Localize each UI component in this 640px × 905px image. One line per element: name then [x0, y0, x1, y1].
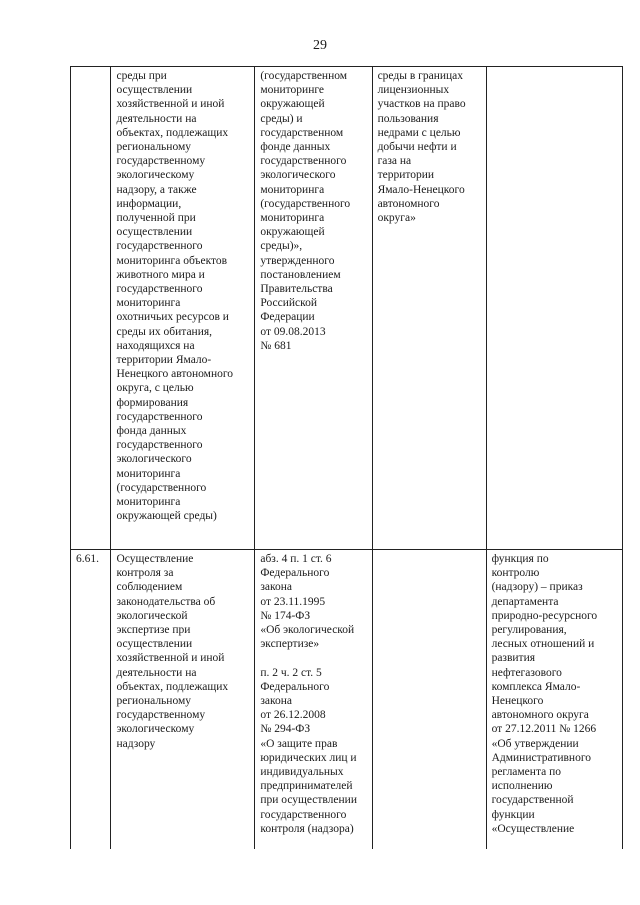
cell-scope: среды в границах лицензионных участков на право пользования недрами с целью добычи нефти и газа на территории Ямало-Ненецкого автономного округа» — [372, 67, 486, 550]
cell-legal-basis: (государственном мониторинге окружающей среды) и государственном фонде данных государственного экологического мониторинга (государственного мониторинга окружающей среды)», утвержденного постановлением Правительства Российской Федерации от 09.08.2013 № 681 — [255, 67, 372, 550]
cell-regulation — [486, 67, 622, 550]
table-row — [71, 550, 623, 850]
cell-number: 6.61. — [71, 550, 111, 850]
page-number: 29 — [313, 38, 327, 53]
cell-legal-basis: абз. 4 п. 1 ст. 6 Федерального закона от 23.11.1995 № 174-ФЗ «Об экологической экспертизе» п. 2 ч. 2 ст. 5 Федерального закона от 26.12.2008 № 294-ФЗ «О защите прав юридических лиц и индивидуальных предпринимателей при осуществлении государственного контроля (надзора) — [255, 550, 372, 850]
cell-function-name: Осуществление контроля за соблюдением законодательства об экологической экспертизе при осуществлении хозяйственной и иной деятельности на объектах, подлежащих региональному государственному экологическому надзору — [111, 550, 255, 850]
cell-number — [71, 67, 111, 550]
table-row — [71, 67, 623, 550]
cell-scope — [372, 550, 486, 850]
cell-function-name: среды при осуществлении хозяйственной и иной деятельности на объектах, подлежащих региональному государственному экологическому надзору, а также информации, полученной при осуществлении государственного мониторинга объектов животного мира и государственного мониторинга охотничьих ресурсов и среды их обитания, находящихся на территории Ямало- Ненецкого автономного округа, с целью формирования государственного фонда данных государственного экологического мониторинга (государственного мониторинга окружающей среды) — [111, 67, 255, 550]
registry-table — [70, 66, 623, 849]
cell-regulation: функция по контролю (надзору) – приказ департамента природно-ресурсного регулирования, лесных отношений и развития нефтегазового комплекса Ямало- Ненецкого автономного округа от 27.12.2011 № 1266 «Об утверждении Административного регламента по исполнению государственной функции «Осуществление — [486, 550, 622, 850]
